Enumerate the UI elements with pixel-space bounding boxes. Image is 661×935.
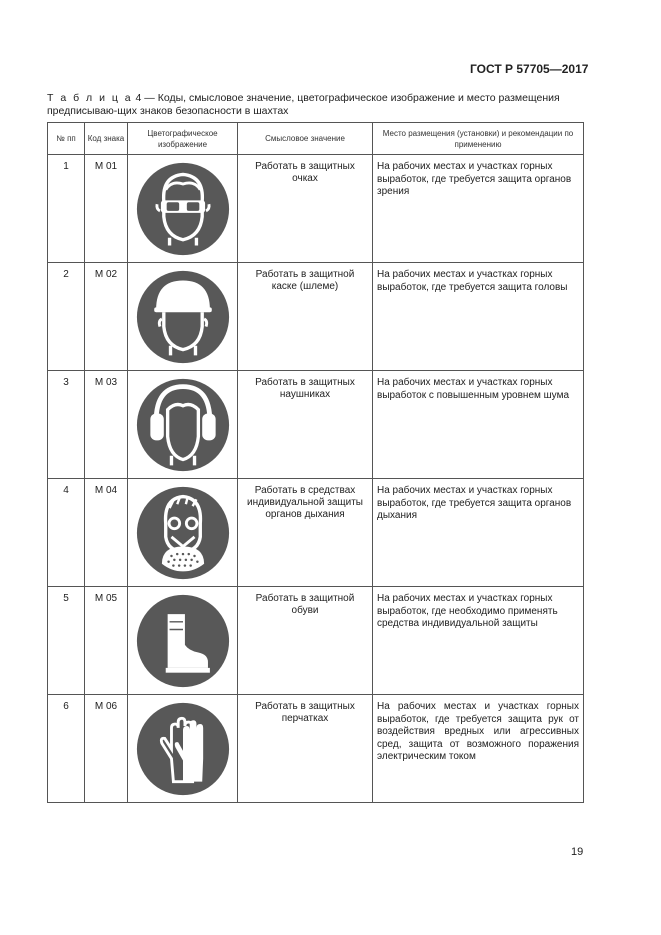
table-caption-text: 4 — Коды, смысловое значение, цветографическое изображение и место размещения предписываю-щих знаков безопасности в шахтах	[47, 92, 560, 117]
sign-image-cell	[128, 695, 238, 803]
sign-code: М 01	[85, 155, 128, 263]
table-header-row	[48, 123, 584, 155]
sign-image-cell	[128, 371, 238, 479]
row-number: 1	[48, 155, 85, 263]
column-header-code: Код знака	[85, 123, 128, 155]
sign-code: М 06	[85, 695, 128, 803]
column-header-image: Цветографическое изображение	[128, 123, 238, 155]
row-number: 3	[48, 371, 85, 479]
column-header-placement: Место размещения (установки) и рекомендации по применению	[373, 123, 584, 155]
safety-boot-sign-icon	[135, 593, 231, 689]
sign-placement: На рабочих местах и участках горных выработок с повышенным уровнем шума	[373, 371, 584, 479]
sign-meaning: Работать в защитной каске (шлеме)	[238, 263, 373, 371]
table-row	[48, 479, 584, 587]
safety-helmet-sign-icon	[135, 269, 231, 365]
table-caption	[47, 92, 587, 118]
sign-placement: На рабочих местах и участках горных выработок, где требуется защита рук от воздействия вредных или агрессивных сред, защита от возможного поражения электрическим током	[373, 695, 584, 803]
table-row	[48, 155, 584, 263]
row-number: 5	[48, 587, 85, 695]
sign-code: М 03	[85, 371, 128, 479]
document-id: ГОСТ Р 57705—2017	[470, 62, 589, 76]
sign-placement: На рабочих местах и участках горных выработок, где требуется защита органов дыхания	[373, 479, 584, 587]
sign-placement: На рабочих местах и участках горных выработок, где необходимо применять средства индивидуальной защиты	[373, 587, 584, 695]
signs-table	[47, 122, 584, 803]
row-number: 4	[48, 479, 85, 587]
sign-code: М 05	[85, 587, 128, 695]
sign-meaning: Работать в защитных очках	[238, 155, 373, 263]
table-row	[48, 695, 584, 803]
protective-gloves-sign-icon	[135, 701, 231, 797]
sign-meaning: Работать в средствах индивидуальной защиты органов дыхания	[238, 479, 373, 587]
respirator-sign-icon	[135, 485, 231, 581]
sign-image-cell	[128, 587, 238, 695]
column-header-meaning: Смысловое значение	[238, 123, 373, 155]
sign-image-cell	[128, 479, 238, 587]
column-header-num: № пп	[48, 123, 85, 155]
row-number: 6	[48, 695, 85, 803]
page-number: 19	[571, 846, 584, 858]
sign-code: М 02	[85, 263, 128, 371]
sign-code: М 04	[85, 479, 128, 587]
table-caption-label: Т а б л и ц а	[47, 92, 133, 104]
sign-placement: На рабочих местах и участках горных выработок, где требуется защита головы	[373, 263, 584, 371]
sign-image-cell	[128, 155, 238, 263]
row-number: 2	[48, 263, 85, 371]
sign-image-cell	[128, 263, 238, 371]
sign-meaning: Работать в защитной обуви	[238, 587, 373, 695]
table-row	[48, 587, 584, 695]
table-row	[48, 263, 584, 371]
sign-meaning: Работать в защитных перчатках	[238, 695, 373, 803]
ear-protection-sign-icon	[135, 377, 231, 473]
sign-meaning: Работать в защитных наушниках	[238, 371, 373, 479]
safety-goggles-sign-icon	[135, 161, 231, 257]
sign-placement: На рабочих местах и участках горных выработок, где требуется защита органов зрения	[373, 155, 584, 263]
table-row	[48, 371, 584, 479]
